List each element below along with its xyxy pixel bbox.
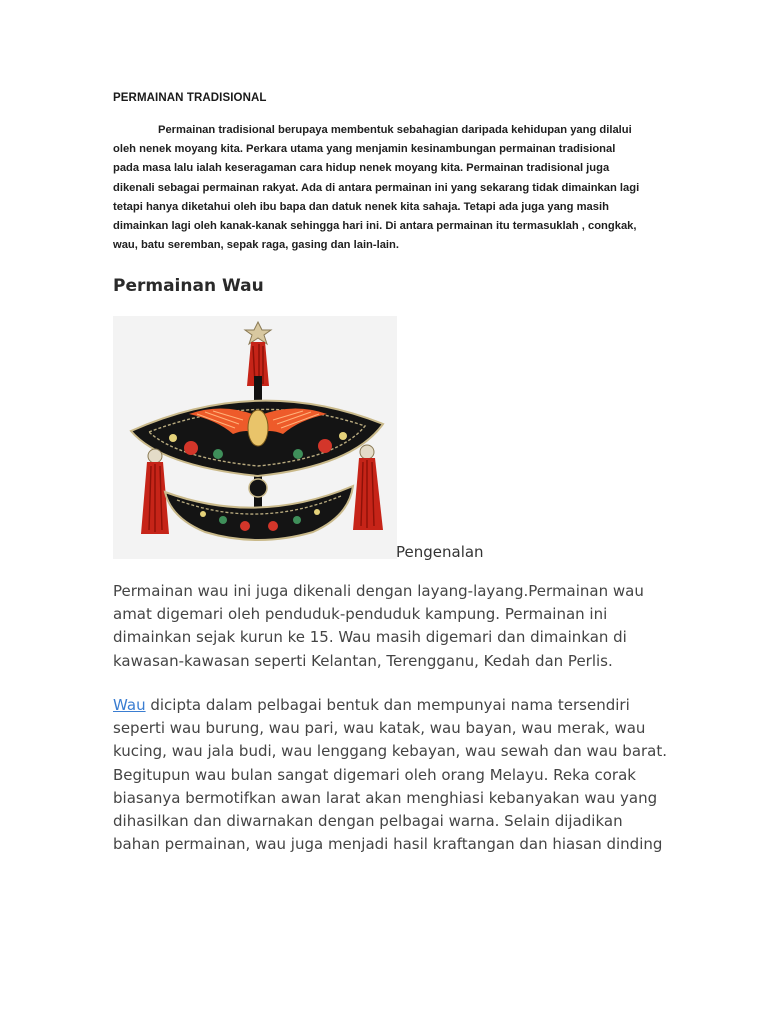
wau-kite-image (113, 316, 397, 559)
paragraph-wau-types (113, 694, 673, 856)
wau-link[interactable]: Wau (113, 696, 146, 714)
document-title: PERMAINAN TRADISIONAL (113, 92, 267, 104)
intro-paragraph: Permainan tradisional berupaya membentuk sebahagian daripada kehidupan yang dilalui oleh nenek moyang kita. Perkara utama yang menjamin kesinambungan permainan tradisional pada masa lalu ialah keseragaman cara hidup nenek moyang kita. Permainan tradisional juga dikenali sebagai permainan rakyat. Ada di antara permainan ini yang sekarang tidak dimainkan lagi tetapi hanya diketahui oleh ibu bapa dan datuk nenek kita sahaja. Tetapi ada juga yang masih dimainkan lagi oleh kanak-kanak sehingga hari ini. Di antara permainan itu termasuklah , congkak, wau, batu seremban, sepak raga, gasing dan lain-lain. (113, 124, 640, 252)
paragraph-wau-types-text: dicipta dalam pelbagai bentuk dan mempunyai nama tersendiri seperti wau burung, wau pari, wau katak, wau bayan, wau merak, wau kucing, wau jala budi, wau lenggang kebayan, wau sewah dan wau barat. Begitupun wau bulan sangat digemari oleh orang Melayu. Reka corak biasanya bermotifkan awan larat akan menghiasi kebanyakan wau yang dihasilkan dan diwarnakan dengan pelbagai warna. Selain dijadikan bahan permainan, wau juga menjadi hasil kraftangan dan hiasan dinding (113, 696, 668, 854)
image-caption: Pengenalan (396, 543, 484, 561)
paragraph-introduction: Permainan wau ini juga dikenali dengan layang-layang.Permainan wau amat digemari oleh penduduk-penduduk kampung. Permainan ini dimainkan sejak kurun ke 15. Wau masih digemari dan dimainkan di kawasan-kawasan seperti Kelantan, Terengganu, Kedah dan Perlis. (113, 582, 644, 670)
section-heading: Permainan Wau (113, 276, 264, 296)
